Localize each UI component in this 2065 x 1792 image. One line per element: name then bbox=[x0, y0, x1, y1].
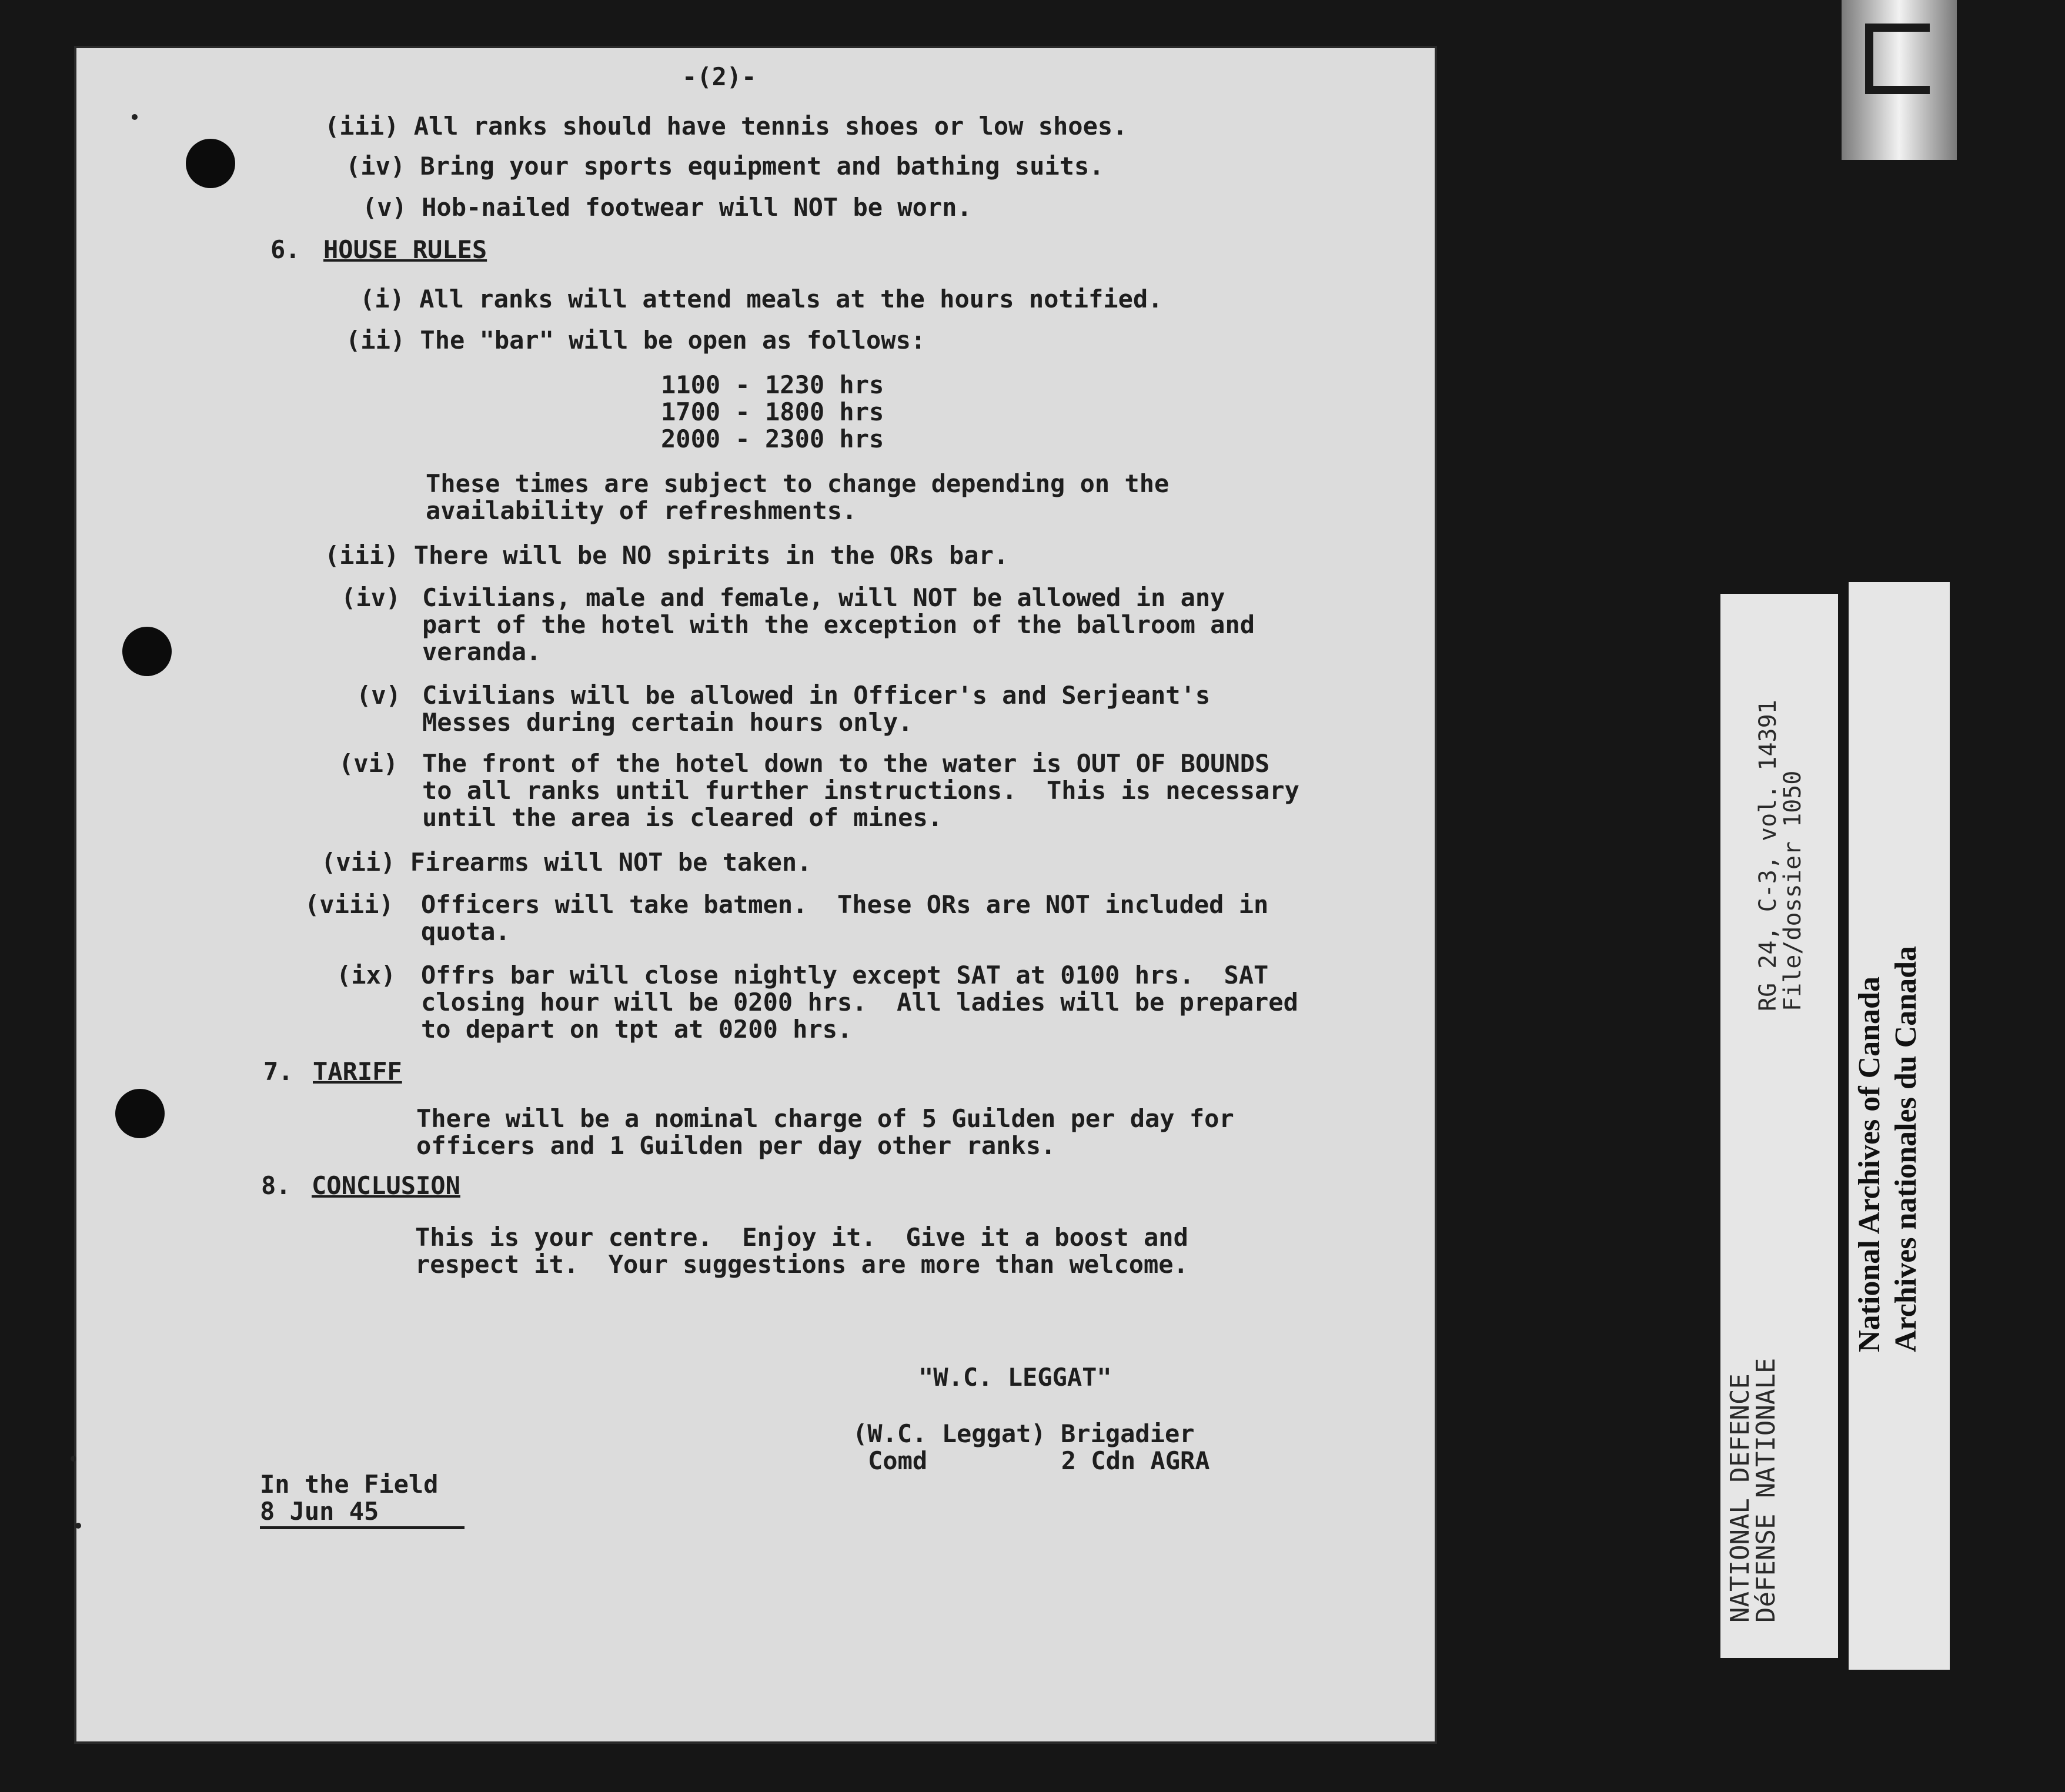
rule-i: (i) All ranks will attend meals at the hours notified. bbox=[360, 285, 1163, 313]
rule-vi-label: (vi) bbox=[339, 749, 399, 778]
frame-marker-glyph bbox=[1865, 24, 1930, 94]
rule-ix-line-2: closing hour will be 0200 hrs. All ladies will be prepared bbox=[421, 988, 1298, 1017]
dept-stamp-line-2: DéFENSE NATIONALE bbox=[1751, 1358, 1781, 1623]
archives-line-1: National Archives of Canada bbox=[1853, 977, 1886, 1352]
item-iii-shoes: (iii) All ranks should have tennis shoes or low shoes. bbox=[325, 112, 1128, 141]
tariff-line-2: officers and 1 Guilden per day other ranks. bbox=[416, 1131, 1056, 1160]
rule-iv-line-2: part of the hotel with the exception of the ballroom and bbox=[422, 610, 1255, 639]
punch-hole bbox=[115, 1089, 165, 1138]
rule-viii-line-2: quota. bbox=[421, 917, 510, 946]
speck bbox=[75, 1523, 81, 1529]
rule-iii: (iii) There will be NO spirits in the ORs bar. bbox=[325, 541, 1009, 570]
rule-ix-line-1: Offrs bar will close nightly except SAT at 0100 hrs. SAT bbox=[421, 961, 1269, 989]
signature-quoted: "W.C. LEGGAT" bbox=[918, 1363, 1112, 1392]
item-iv-equipment: (iv) Bring your sports equipment and bathing suits. bbox=[346, 152, 1104, 180]
bar-time-3: 2000 - 2300 hrs bbox=[661, 424, 884, 453]
ref-stamp-line-1: RG 24, C-3, vol. 14391 bbox=[1755, 700, 1782, 1011]
dept-stamp-line-1: NATIONAL DEFENCE bbox=[1725, 1373, 1755, 1623]
rule-vi-line-3: until the area is cleared of mines. bbox=[422, 803, 943, 832]
section-6-number: 6. bbox=[270, 235, 300, 264]
speck bbox=[71, 1456, 76, 1462]
item-v-footwear: (v) Hob-nailed footwear will NOT be worn. bbox=[362, 193, 972, 222]
section-7-number: 7. bbox=[263, 1057, 293, 1086]
signature-line-1: (W.C. Leggat) Brigadier bbox=[853, 1419, 1195, 1448]
bar-time-2: 1700 - 1800 hrs bbox=[661, 397, 884, 426]
page-number: -(2)- bbox=[682, 62, 757, 91]
rule-iv-line-3: veranda. bbox=[422, 637, 542, 666]
tariff-line-1: There will be a nominal charge of 5 Guilden per day for bbox=[416, 1104, 1234, 1133]
place: In the Field bbox=[260, 1470, 439, 1499]
section-8-number: 8. bbox=[261, 1171, 291, 1200]
rule-v-line-2: Messes during certain hours only. bbox=[422, 708, 913, 737]
section-7-title: TARIFF bbox=[313, 1057, 402, 1086]
archives-line-2: Archives nationales du Canada bbox=[1889, 945, 1923, 1352]
rule-ix-line-3: to depart on tpt at 0200 hrs. bbox=[421, 1015, 853, 1044]
rule-v-label: (v) bbox=[356, 681, 401, 710]
signature-line-2: Comd 2 Cdn AGRA bbox=[868, 1446, 1210, 1475]
conclusion-line-2: respect it. Your suggestions are more than welcome. bbox=[415, 1250, 1188, 1279]
date-underline bbox=[260, 1526, 465, 1529]
date: 8 Jun 45 bbox=[260, 1497, 379, 1526]
rule-vi-line-1: The front of the hotel down to the water is OUT OF BOUNDS bbox=[422, 749, 1270, 778]
times-note-1: These times are subject to change depending on the bbox=[426, 469, 1170, 498]
times-note-2: availability of refreshments. bbox=[426, 496, 857, 525]
bar-time-1: 1100 - 1230 hrs bbox=[661, 370, 884, 399]
rule-v-line-1: Civilians will be allowed in Officer's and Serjeant's bbox=[422, 681, 1211, 710]
punch-hole bbox=[122, 627, 172, 676]
rule-ix-label: (ix) bbox=[336, 961, 396, 989]
speck bbox=[132, 114, 138, 120]
conclusion-line-1: This is your centre. Enjoy it. Give it a boost and bbox=[415, 1223, 1188, 1252]
section-6-title: HOUSE RULES bbox=[323, 235, 487, 264]
rule-viii-line-1: Officers will take batmen. These ORs are NOT included in bbox=[421, 890, 1269, 919]
rule-vii: (vii) Firearms will NOT be taken. bbox=[321, 848, 812, 877]
rule-vi-line-2: to all ranks until further instructions. This is necessary bbox=[422, 776, 1299, 805]
punch-hole bbox=[186, 139, 235, 188]
rule-ii: (ii) The "bar" will be open as follows: bbox=[346, 326, 926, 355]
section-8-title: CONCLUSION bbox=[312, 1171, 460, 1200]
ref-stamp-line-2: File/dossier 1050 bbox=[1779, 770, 1806, 1011]
rule-iv-line-1: Civilians, male and female, will NOT be allowed in any bbox=[422, 583, 1225, 612]
rule-iv-label: (iv) bbox=[341, 583, 401, 612]
rule-viii-label: (viii) bbox=[305, 890, 394, 919]
